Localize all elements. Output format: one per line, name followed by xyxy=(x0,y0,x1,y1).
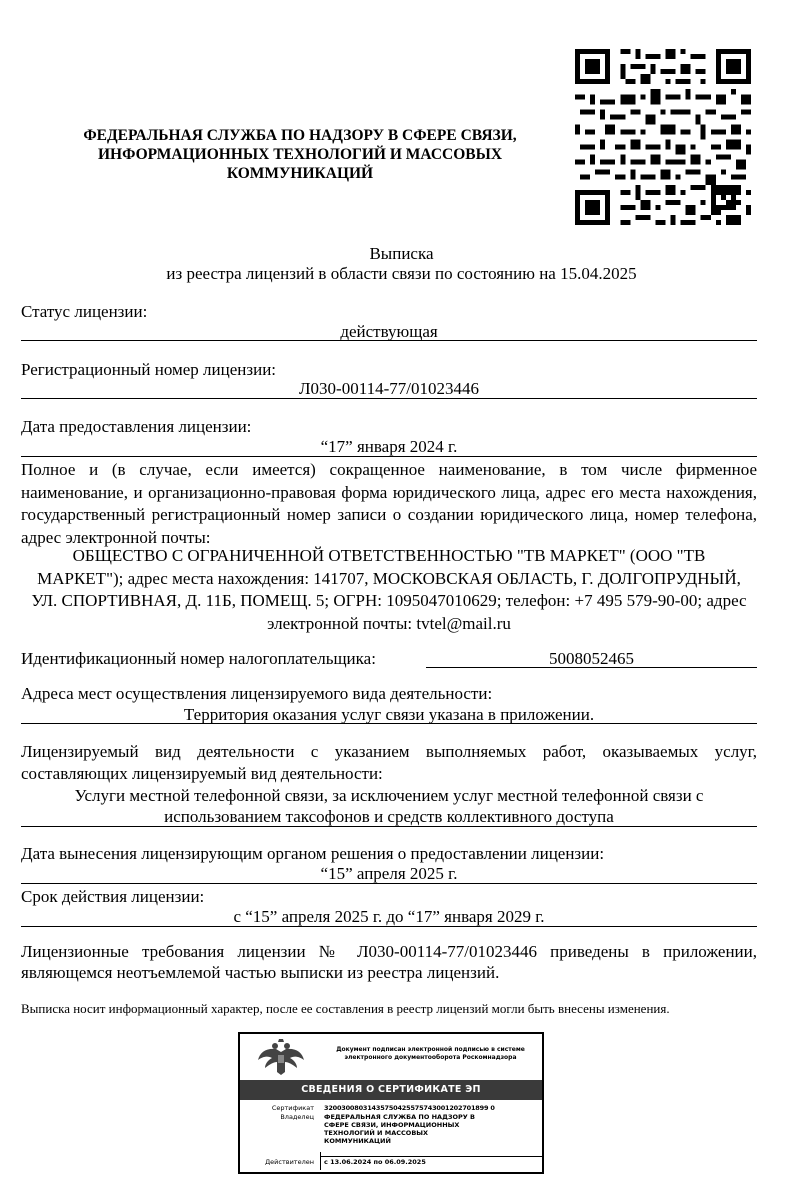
validity-value: с “15” апреля 2025 г. до “17” января 2029 г. xyxy=(233,907,545,926)
divider xyxy=(21,826,757,827)
validity-label: Срок действия лицензии: xyxy=(21,887,205,906)
decision-date-label: Дата вынесения лицензирующим органом решения о предоставлении лицензии: xyxy=(21,844,605,863)
address-value: Территория оказания услуг связи указана в приложении. xyxy=(183,705,595,724)
extract-subheading: из реестра лицензий в области связи по состоянию на 15.04.2025 xyxy=(166,264,637,283)
divider xyxy=(21,456,757,457)
signature-stamp xyxy=(238,1032,544,1174)
divider xyxy=(21,398,757,399)
activity-value: Услуги местной телефонной связи, за исключением услуг местной телефонной связи с использованием таксофонов и средств коллективного доступа xyxy=(74,786,704,826)
decision-date-value: “15” апреля 2025 г. xyxy=(320,864,458,883)
divider xyxy=(21,926,757,927)
stamp-header-text: Документ подписан электронной подписью в системе электронного документооборота Роскомнадзора xyxy=(336,1046,525,1061)
divider xyxy=(426,667,757,668)
stamp-cert-value: 32003008031435750425575743001202701899 0 xyxy=(324,1104,495,1112)
stamp-valid-label: Действителен xyxy=(265,1158,314,1166)
divider xyxy=(21,340,757,341)
qr-code-icon xyxy=(570,44,756,230)
stamp-cert-label: Сертификат xyxy=(271,1104,314,1112)
activity-label: Лицензируемый вид деятельности с указанием выполняемых работ, оказываемых услуг, составляющих лицензируемый вид деятельности: xyxy=(21,742,757,783)
divider xyxy=(21,723,757,724)
stamp-owner-value: ФЕДЕРАЛЬНАЯ СЛУЖБА ПО НАДЗОРУ В СФЕРЕ СВЯЗИ, ИНФОРМАЦИОННЫХ ТЕХНОЛОГИЙ И МАССОВЫХ КОММУНИКАЦИЙ xyxy=(324,1113,476,1145)
status-value: действующая xyxy=(340,322,438,341)
grant-date-label: Дата предоставления лицензии: xyxy=(21,417,252,436)
org-label: Полное и (в случае, если имеется) сокращенное наименование, в том числе фирменное наименование, и организационно-правовая форма юридического лица, адрес его места нахождения, государственный регистрационный номер записи о создании юридического лица, номер телефона, адрес электронной почты: xyxy=(21,460,757,547)
reg-number-label: Регистрационный номер лицензии: xyxy=(21,360,277,379)
stamp-divider xyxy=(320,1152,321,1170)
agency-title: ФЕДЕРАЛЬНАЯ СЛУЖБА ПО НАДЗОРУ В СФЕРЕ СВЯЗИ, ИНФОРМАЦИОННЫХ ТЕХНОЛОГИЙ И МАССОВЫХ КОММУНИКАЦИЙ xyxy=(83,127,517,182)
divider xyxy=(21,883,757,884)
extract-heading: Выписка xyxy=(369,244,434,263)
stamp-valid-value: с 13.06.2024 по 06.09.2025 xyxy=(324,1158,426,1166)
inn-value: 5008052465 xyxy=(549,649,634,668)
eagle-emblem-icon xyxy=(256,1038,306,1076)
disclaimer-text: Выписка носит информационный характер, после ее составления в реестр лицензий могли быть внесены изменения. xyxy=(21,1001,670,1016)
grant-date-value: “17” января 2024 г. xyxy=(320,437,458,456)
stamp-band-title: СВЕДЕНИЯ О СЕРТИФИКАТЕ ЭП xyxy=(240,1080,542,1100)
status-label: Статус лицензии: xyxy=(21,302,148,321)
stamp-owner-label: Владелец xyxy=(280,1113,314,1121)
stamp-divider xyxy=(320,1156,542,1157)
address-label: Адреса мест осуществления лицензируемого вида деятельности: xyxy=(21,684,493,703)
reg-number-value: Л030-00114-77/01023446 xyxy=(299,379,479,398)
inn-label: Идентификационный номер налогоплательщика: xyxy=(21,649,376,668)
org-value: ОБЩЕСТВО С ОГРАНИЧЕННОЙ ОТВЕТСТВЕННОСТЬЮ "ТВ МАРКЕТ" (ООО "ТВ МАРКЕТ"); адрес места нахождения: 141707, МОСКОВСКАЯ ОБЛАСТЬ, Г. ДОЛГОПРУДНЫЙ, УЛ. СПОРТИВНАЯ, Д. 11Б, ПОМЕЩ. 5; ОГРН: 1095047010629; телефон: +7 495 579-90-00; адрес электронной почты: tvtel@mail.ru xyxy=(31,546,747,633)
requirements-text: Лицензионные требования лицензии № Л030-00114-77/01023446 приведены в приложении, являющемся неотъемлемой частью выписки из реестра лицензий. xyxy=(21,942,757,982)
